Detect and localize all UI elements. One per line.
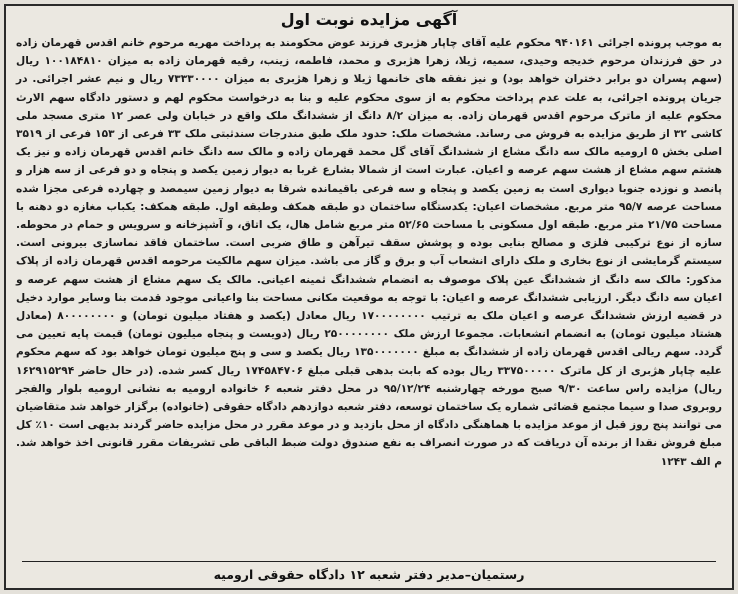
footer-divider [22, 561, 716, 562]
notice-signature: رستمیان–مدیر دفتر شعبه ۱۲ دادگاه حقوقی ارومیه [213, 567, 525, 582]
notice-title: آگهی مزایده نوبت اول [280, 10, 458, 29]
notice-border [4, 4, 734, 590]
notice-body: به موجب پرونده اجرائی ۹۴۰۱۶۱ محکوم علیه آقای چاپار هژبری فرزند عوض محکومند به پرداخت مهریه مرحوم خانم اقدس قهرمان زاده در حق فرزندان مرحوم خدیجه وحیدی، سمیه، ژیلا، زهرا هژبری و محمد، فاطمه، زینب، رقیه قهرمان زاده به میزان ۱۰۰۱۸۴۸۱۰ ریال (سهم پسران دو برابر دختران خواهد بود) و نیز نفقه های خانمها ژیلا و زهرا هژبری به میزان ۷۳۳۳۰۰۰۰ ریال و نیم عشر اجرائی. در جریان پرونده اجرائی، به علت عدم پرداخت محکوم به از سوی محکوم علیه و بنا به درخواست محکوم لهم و دستور دادگاه سهم الارث محکوم علیه از ماترک مرحوم اقدس قهرمان زاده. به میزان ۸/۲ دانگ از ششدانگ ملک واقع در خیابان ولی عصر ۱۲ متری مسجد ملی کاشی ۳۲ از طریق مزایده به فروش می رساند. مشخصات ملک: حدود ملک طبق مندرجات سندثبتی ملک ۳۳ فرعی از ۱۵۳ فرعی از ۳۵۱۹ اصلی بخش ۵ ارومیه مالک سه دانگ مشاع از ششدانگ آقای گل محمد قهرمان زاده و مالک سه دانگ خانم اقدس قهرمان زاده و نیز یک هشتم سهم مشاع از هشت سهم عرصه و اعیان. عبارت است از شمالا بشارع غربا به دیوار زمین یکصد و پنجاه و دو فرعی از سه هزار و پانصد و نوزده جنوبا دیواری است به زمین یکصد و پنجاه و سه فرعی باقیمانده شرقا به دیوار زمین سیمصد و چهارده فرعی مجزا شده مساحت عرصه ۹۵/۷ متر مربع. مشخصات اعیان: یکدستگاه ساختمان دو طبقه همکف وطبقه اول. طبقه همکف: یکباب مغازه دو دهنه با مساحت ۲۱/۷۵ متر مربع. طبقه اول مسکونی با مساحت ۵۲/۶۵ متر مربع شامل هال، یک اتاق، و آشپزخانه و سرویس و حمام در محوطه. سازه از نوع ترکیبی فلزی و مصالح بنایی بوده و پوشش سقف تیرآهن و طاق ضربی است. ساختمان فاقد نماسازی بیرونی است. سیستم گرمایشی از نوع بخاری و ملک دارای انشعاب آب و برق و گاز می باشد. میزان سهم مالکیت مرحومه اقدس قهرمان زاده از پلاک مذکور: مالک سه دانگ از ششدانگ عین پلاک موصوف به انضمام ششدانگ ثمینه اعیانی. مالک یک سهم مشاع از هشت سهم عرصه و اعیان سه دانگ دیگر. ارزیابی ششدانگ عرصه و اعیان: با توجه به موقعیت مکانی مساحت بنا واعیانی موجود قدمت بنا وسایر موارد دخیل در قضیه ارزش ششدانگ عرصه و اعیان ملک به ترتیب ۱۷۰۰۰۰۰۰۰۰ ریال معادل (یکصد و هفتاد میلیون تومان) و ۸۰۰۰۰۰۰۰۰ (معادل هشتاد میلیون تومان) به انضمام انشعابات. مجموعا ارزش ملک ۲۵۰۰۰۰۰۰۰۰ ریال (دویست و پنجاه میلیون تومان) قیمت پایه تعیین می گردد. سهم ریالی اقدس قهرمان زاده از ششدانگ به مبلغ ۱۳۵۰۰۰۰۰۰۰ ریال یکصد و سی و پنج میلیون تومان خواهد بود که سهم محکوم علیه چاپار هژبری از کل ماترک ۳۳۷۵۰۰۰۰۰ ریال بوده که بابت بدهی قبلی مبلغ ۱۷۴۵۸۴۷۰۶ ریال کسر شده. (در حال حاضر ۱۶۲۹۱۵۲۹۴ ریال) مزایده راس ساعت ۹/۳۰ صبح مورخه چهارشنبه ۹۵/۱۲/۲۴ در محل دفتر شعبه ۶ خانواده ارومیه به نشانی ارومیه بلوار والفجر روبروی صدا و سیما مجتمع قضائی شماره یک ساختمان توسعه، دفتر شعبه دوازدهم دادگاه حقوقی (خانواده) برگزار خواهد شد متقاضیان می توانند پنج روز قبل از موعد مزایده با هماهنگی دادگاه از محل بازدید و در موعد مقرر در محل مزایده حاضر گردند بدیهی است ۱۰٪ کل مبلغ فروش نقدا از برنده آن دریافت که در صورت انصراف به نفع صندوق دولت ضبط الباقی طی تشریفات مقرر قانونی اخذ خواهد شد. م الف ۱۲۴۳ [16, 37, 723, 468]
